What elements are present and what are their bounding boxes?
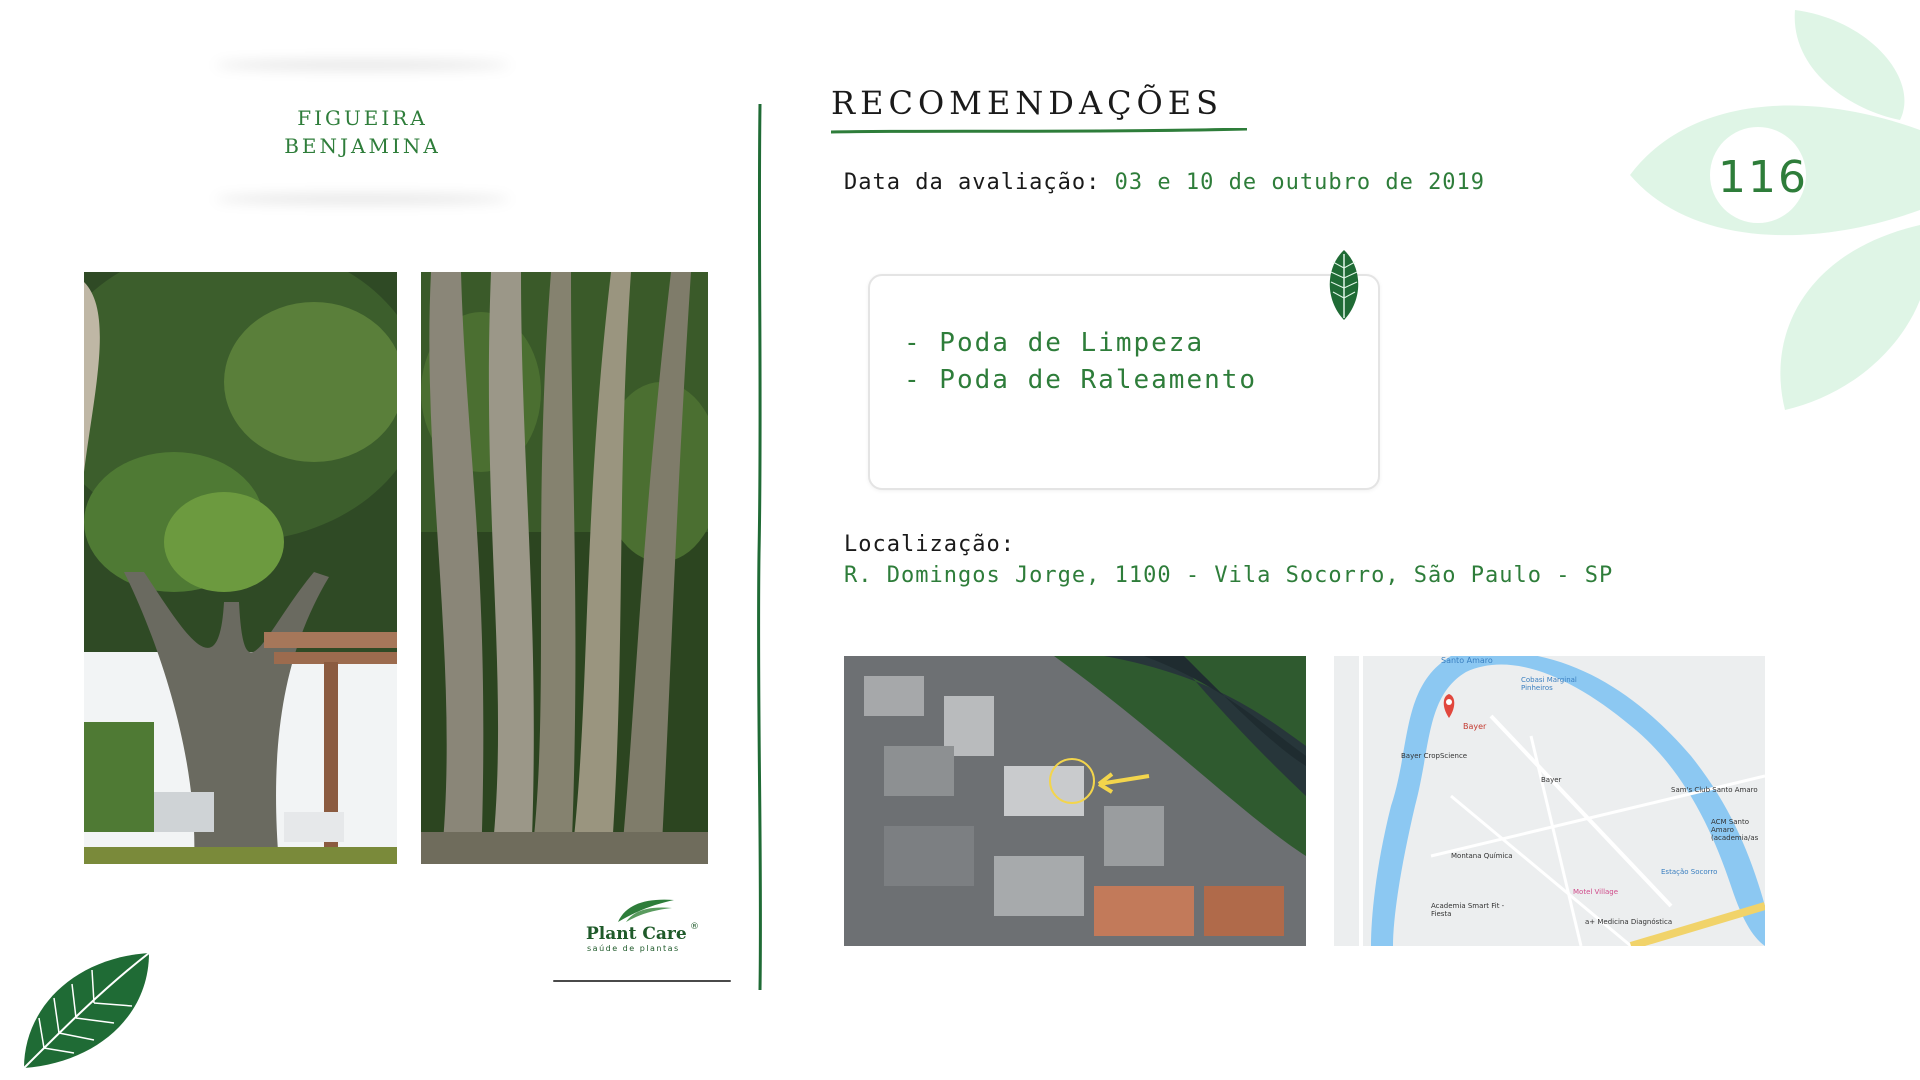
map-place-label: a+ Medicina Diagnóstica <box>1585 918 1673 926</box>
street-map-image <box>1331 656 1765 946</box>
recommendations-heading: RECOMENDAÇÕES <box>831 84 1224 122</box>
recommendation-item: - Poda de Limpeza <box>904 328 1205 358</box>
evaluation-date-label: Data da avaliação: <box>844 170 1101 195</box>
map-pin-label: Bayer <box>1463 722 1487 731</box>
map-place-label: Montana Química <box>1451 852 1513 860</box>
corner-leaf-icon <box>14 948 154 1073</box>
map-place-label: Bayer <box>1541 776 1562 784</box>
logo-name: Plant Care <box>586 924 687 944</box>
vertical-divider <box>757 104 763 990</box>
plant-care-logo <box>586 896 700 952</box>
tree-canopy-photo <box>84 272 397 864</box>
map-place-label: Cobasi Marginal Pinheiros <box>1521 676 1577 692</box>
map-place-label: Motel Village <box>1573 888 1619 896</box>
map-place-label: Estação Socorro <box>1661 868 1718 876</box>
species-name-line-2: BENJAMINA <box>284 134 441 158</box>
logo-registered-mark: ® <box>690 922 699 932</box>
leaf-icon <box>1325 248 1363 322</box>
location-label: Localização: <box>844 532 1015 557</box>
evaluation-date-line <box>844 170 1485 195</box>
recommendations-box <box>868 274 1380 490</box>
recommendation-item: - Poda de Raleamento <box>904 365 1258 395</box>
location-address: R. Domingos Jorge, 1100 - Vila Socorro, São Paulo - SP <box>844 563 1614 588</box>
decorative-leaves <box>1600 0 1920 420</box>
tree-trunks-photo <box>421 272 708 864</box>
map-place-label: Sam's Club Santo Amaro <box>1671 786 1758 794</box>
logo-underline <box>553 980 731 982</box>
heading-underline <box>831 128 1247 134</box>
map-place-label: Bayer CropScience <box>1401 752 1468 760</box>
species-name-line-1: FIGUEIRA <box>297 106 428 130</box>
map-place-label: Santo Amaro <box>1441 656 1493 665</box>
logo-leaf-icon <box>616 896 676 924</box>
map-place-label: ACM Santo Amaro (academia/as <box>1711 818 1759 842</box>
logo-tagline: saúde de plantas <box>587 944 680 953</box>
species-title-card <box>205 62 520 202</box>
evaluation-date-value: 03 e 10 de outubro de 2019 <box>1114 170 1486 195</box>
satellite-map-image <box>844 656 1306 946</box>
page-number: 116 <box>1718 152 1808 203</box>
map-place-label: Academia Smart Fit - Fiesta <box>1431 902 1505 918</box>
